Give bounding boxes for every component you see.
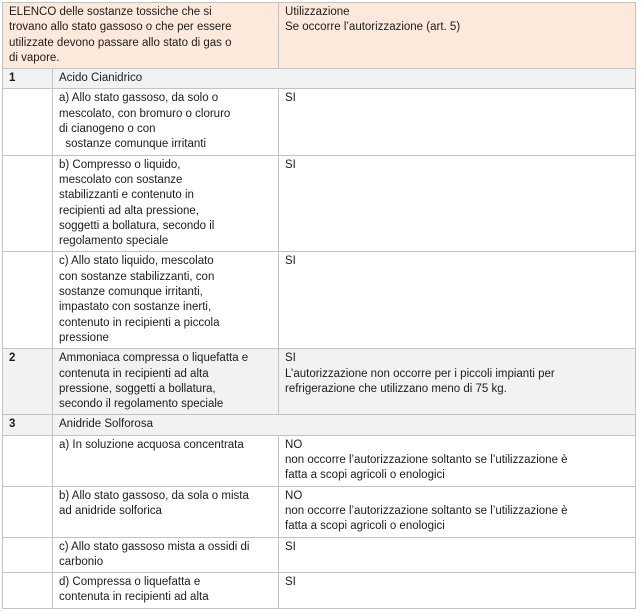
authorization-value: SI [279,252,636,349]
substance-description: c) Allo stato gassoso mista a ossidi di carbonio [53,537,279,573]
substance-number: 3 [3,415,53,435]
authorization-value: NO non occorre l’autorizzazione soltanto se l’utilizzazione è fatta a scopi agricoli o enologici [279,435,636,486]
header-substances-list: ELENCO delle sostanze tossiche che si trovano allo stato gassoso o che per essere utilizzate devono passare allo stato di gas o di vapore. [3,3,279,69]
empty-number-cell [3,435,53,486]
item-row-3c [3,537,636,573]
substance-title: Anidride Solforosa [53,415,636,435]
substance-number: 1 [3,69,53,89]
empty-number-cell [3,89,53,155]
substance-title: Acido Cianidrico [53,69,636,89]
empty-number-cell [3,486,53,537]
group-row-ammoniaca [3,349,636,415]
item-row-3a [3,435,636,486]
substance-number: 2 [3,349,53,415]
item-row-1a [3,89,636,155]
item-row-3b [3,486,636,537]
item-row-3d [3,573,636,609]
toxic-substances-table [2,2,636,609]
header-authorization: Utilizzazione Se occorre l’autorizzazione (art. 5) [279,3,636,69]
substance-description: d) Compressa o liquefatta e contenuta in recipienti ad alta [53,573,279,609]
substance-description: b) Compresso o liquido, mescolato con sostanze stabilizzanti e contenuto in recipienti ad alta pressione, soggetti a bollatura, secondo il regolamento speciale [53,155,279,252]
substance-description: a) Allo stato gassoso, da solo o mescolato, con bromuro o cloruro di cianogeno o con sostanze comunque irritanti [53,89,279,155]
substance-description: a) In soluzione acquosa concentrata [53,435,279,486]
empty-number-cell [3,252,53,349]
group-row-anidride-solforosa [3,415,636,435]
empty-number-cell [3,537,53,573]
authorization-value: SI [279,537,636,573]
authorization-value: SI [279,573,636,609]
empty-number-cell [3,155,53,252]
substance-description: Ammoniaca compressa o liquefatta e contenuta in recipienti ad alta pressione, soggetti a bollatura, secondo il regolamento speciale [53,349,279,415]
table-header-row [3,3,636,69]
authorization-value: NO non occorre l’autorizzazione soltanto se l’utilizzazione è fatta a scopi agricoli o enologici [279,486,636,537]
empty-number-cell [3,573,53,609]
substance-description: b) Allo stato gassoso, da sola o mista ad anidride solforica [53,486,279,537]
authorization-value: SI [279,89,636,155]
group-row-acido-cianidrico [3,69,636,89]
authorization-value: SI [279,155,636,252]
authorization-value: SI L’autorizzazione non occorre per i piccoli impianti per refrigerazione che utilizzano meno di 75 kg. [279,349,636,415]
item-row-1b [3,155,636,252]
substance-description: c) Allo stato liquido, mescolato con sostanze stabilizzanti, con sostanze comunque irritanti, impastato con sostanze inerti, contenuto in recipienti a piccola pressione [53,252,279,349]
item-row-1c [3,252,636,349]
